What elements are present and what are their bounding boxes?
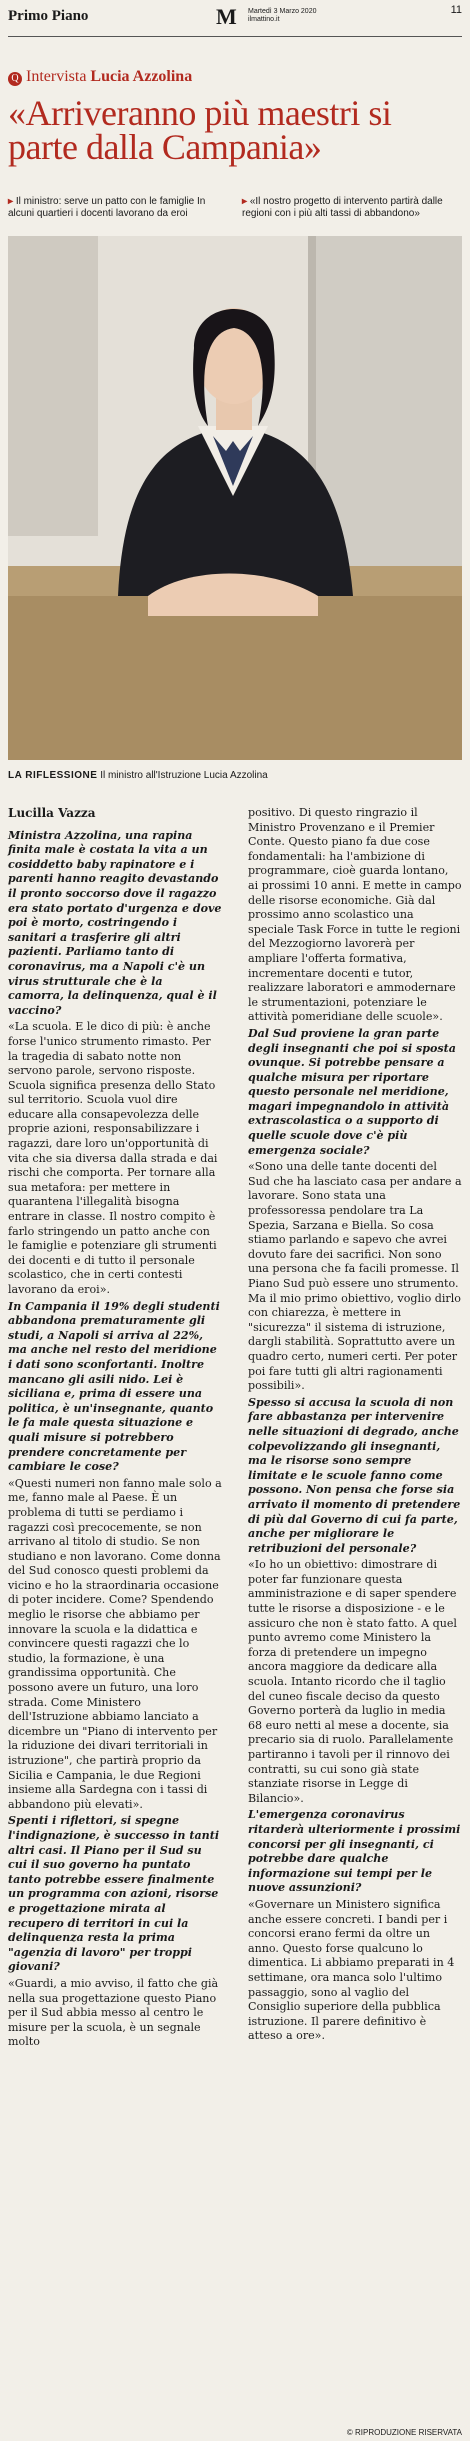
- question-paragraph: Ministra Azzolina, una rapina finita male è costata la vita a un cosiddetto baby rapinatore e i parenti hanno reagito devastando il pronto soccorso dove il ragazzo era stato portato d'urgenza e dove poi è morto, costringendo i sanitari a trasferire gli altri pazienti. Parliamo tanto di coronavirus, ma a Napoli c'è un virus strutturale che è la camorra, la delinquenza, qual è il vaccino?: [8, 828, 222, 1017]
- photo-illustration: [8, 236, 462, 760]
- newspaper-logo: M: [216, 4, 237, 29]
- question-paragraph: Dal Sud proviene la gran parte degli insegnanti che poi si sposta ovunque. Si potrebbe pensare a qualche misura per riportare questo personale nel meridione, magari impegnandolo in attività extrascolastica o a supporto di quelle scuole dove c'è più emergenza sociale?: [248, 1026, 456, 1157]
- site-text: ilmattino.it: [248, 16, 280, 23]
- kicker-name: Lucia Azzolina: [90, 68, 193, 85]
- top-rule: [8, 36, 462, 37]
- article-column-2: [248, 806, 462, 2046]
- answer-paragraph: «Sono una delle tante docenti del Sud che ha lasciato casa per andare a lavorare. Sono stata una professoressa pendolare tra La Spezia, Sarzana e Biella. So cosa stiamo parlando e sapevo che avrei dovuto fare dei sacrifici. Non sono una persona che fa facili promesse. Il Piano Sud può essere uno strumento. Ma il mio primo obiettivo, voglio dirlo con chiarezza, è mettere in "sicurezza" il sistema di istruzione, dargli stabilità. Soprattutto avere un quadro certo, numeri certi. Per poter poi fare tutti gli altri ragionamenti possibili».: [248, 1160, 462, 1393]
- answer-paragraph: «Governare un Ministero significa anche essere concreti. I bandi per i concorsi erano fermi da oltre un anno. Questo forse qualcuno lo dimentica. Li abbiamo preparati in 4 settimane, ora manca solo l'ultimo passaggio, sono al vaglio del Consiglio superiore della pubblica istruzione. Il parere definitivo è atteso a ore».: [248, 1897, 455, 2043]
- kicker: [8, 68, 192, 86]
- interview-q-icon: Q: [8, 72, 22, 86]
- summary-left: [8, 196, 228, 220]
- answer-paragraph: positivo. Di questo ringrazio il Ministro Provenzano e il Premier Conte. Questo piano fa due cose fondamentali: ha l'ambizione di programmare, cioè guarda lontano, ai prossimi 10 anni. E mette in campo delle risorse economiche. Già dal prossimo anno scolastico una speciale Task Force in tutte le regioni del Mezzogiorno lavorerà per ampliare l'offerta formativa, incrementare docenti e tutor, realizzare laboratori e ammodernare le strumentazioni, potenziare le attività pomeridiane delle scuole».: [248, 806, 462, 1024]
- masthead: [8, 0, 462, 40]
- interview-photo: [8, 236, 462, 760]
- column-1-body: [8, 829, 222, 2050]
- summary-right: [242, 196, 462, 220]
- caption-label: LA RIFLESSIONE: [8, 770, 98, 781]
- article-column-1: [8, 806, 222, 2052]
- summary-text: Il ministro: serve un patto con le famiglie In alcuni quartieri i docenti lavorano da eroi: [8, 196, 206, 219]
- column-2-body: [248, 806, 462, 2044]
- copyright-note: © RIPRODUZIONE RISERVATA: [346, 2428, 462, 2437]
- byline: Lucilla Vazza: [8, 806, 96, 820]
- kicker-type: Intervista: [26, 68, 87, 85]
- question-paragraph: In Campania il 19% degli studenti abbandona prematuramente gli studi, a Napoli si arriva al 22%, ma anche nel resto del meridione i dati sono sconfortanti. Inoltre mancano gli asili nido. Lei è siciliana e, prima di essere una politica, è un'insegnante, quanto le fa male questa situazione e quali misure si potrebbero prendere concretamente per cambiare le cose?: [8, 1299, 220, 1474]
- dateline: [248, 8, 316, 24]
- question-paragraph: Spenti i riflettori, si spegne l'indignazione, è successo in tanti altri casi. Il Piano per il Sud su cui il suo governo ha puntato tanto potrebbe essere finalmente un programma con azioni, risorse e progettazione mirata al recupero di territori in cui la delinquenza resta la prima "agenzia di lavoro" per troppi giovani?: [8, 1814, 220, 1974]
- answer-paragraph: «La scuola. E le dico di più: è anche forse l'unico strumento rimasto. Per la tragedia di sabato notte non servono parole, servono risposte. Scuola significa presenza dello Stato sul territorio. Scuola vuol dire educare alla consapevolezza delle proprie azioni, responsabilizzare i ragazzi, dare loro un'opportunità di vita che sia diversa dalla strada e dai rischi che comporta. Per tornare alla sua metafora: per mettere in quarantena l'illegalità bisogna entrare in classe. Il nostro compito è farlo stringendo un patto anche con le famiglie e potenziare gli strumenti dei docenti e di tutto il personale scolastico, che in certi contesti lavorano da eroi».: [8, 1020, 218, 1296]
- question-paragraph: Spesso si accusa la scuola di non fare abbastanza per intervenire nelle situazioni di degrado, anche colpevolizzando gli insegnanti, ma le risorse sono sempre limitate e le scuole fanno come possono. Non pensa che forse sia arrivato il momento di pretendere di più dal Governo di cui fa parte, anche per migliorare le retribuzioni del personale?: [248, 1395, 461, 1555]
- summary-text: «Il nostro progetto di intervento partirà dalle regioni con i più alti tassi di abbandono»: [242, 196, 443, 219]
- caption-text: Il ministro all'Istruzione Lucia Azzolina: [100, 770, 268, 781]
- answer-paragraph: «Io ho un obiettivo: dimostrare di poter far funzionare questa amministrazione e di saper spendere tutte le risorse a disposizione - e le assicuro che non è stato fatto. A quel punto avremo come Ministero la forza di pretendere un impegno ancora maggiore da dedicare alla scuola. Intanto ricordo che il taglio del cuneo fiscale deciso da questo Governo porterà da luglio in media 68 euro netti al mese a docente, sia precario sia di ruolo. Parallelamente partiranno i tavoli per il rinnovo dei contratti, su cui sono già state stanziate risorse in Legge di Bilancio».: [248, 1558, 457, 1805]
- date-text: Martedì 3 Marzo 2020: [248, 8, 317, 15]
- arrow-icon: ▸: [242, 196, 248, 207]
- section-title: Primo Piano: [8, 8, 89, 24]
- headline: «Arriveranno più maestri si parte dalla Campania»: [8, 93, 392, 167]
- question-paragraph: L'emergenza coronavirus ritarderà ulteriormente i prossimi concorsi per gli insegnanti, ci potrebbe dare qualche informazione sui tempi per le nuove assunzioni?: [248, 1808, 461, 1895]
- answer-paragraph: «Guardi, a mio avviso, il fatto che già nella sua progettazione questo Piano per il Sud abbia messo al centro le misure per la scuola, è un segnale molto: [8, 1976, 219, 2049]
- answer-paragraph: «Questi numeri non fanno male solo a me, fanno male al Paese. È un problema di tutti se perdiamo i ragazzi così precocemente, se non arrivano al titolo di studio. Se non studiano e non lavorano. Come donna del Sud conosco questi problemi da vicino e ho la straordinaria occasione di poter incidere. Come? Spendendo meglio le risorse che abbiamo per innovare la scuola e la didattica e convincere questi ragazzi che lo studio, la formazione, è una grandissima opportunità. Che possono avere un futuro, una loro strada. Come Ministero dell'Istruzione abbiamo lanciato a dicembre un "Piano di intervento per la riduzione dei divari territoriali in istruzione", che partirà proprio da Sicilia e Campania, le due Regioni insieme alla Sardegna con i tassi di abbandono più elevati».: [8, 1476, 222, 1811]
- arrow-icon: ▸: [8, 196, 14, 207]
- photo-caption: [8, 770, 462, 781]
- page-number: 11: [450, 4, 462, 16]
